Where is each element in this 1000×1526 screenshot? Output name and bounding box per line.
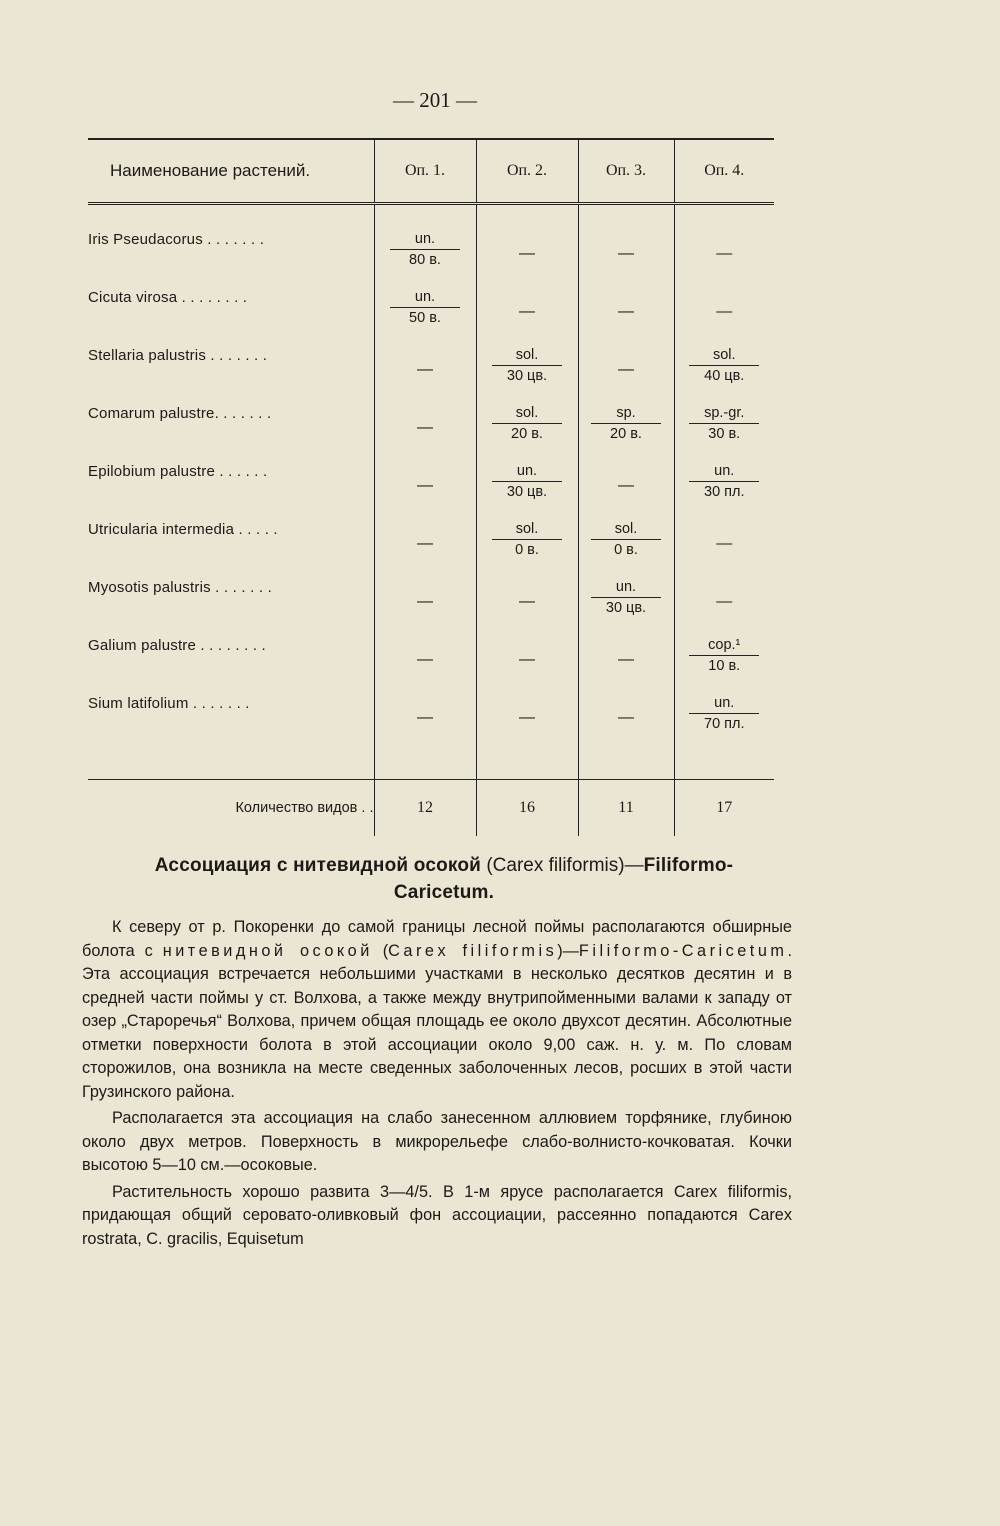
op-cell [578,405,674,463]
op-cell [476,231,578,289]
height-value: 30 цв. [605,600,647,616]
table-header-row [88,139,774,204]
header-op-4: Оп. 4. [674,139,774,204]
empty-dash: — [716,535,733,552]
op-cell [674,405,774,463]
plant-name: Iris Pseudacorus . . . . . . . [88,231,265,248]
op-cell [578,637,674,695]
abundance-value: un. [390,289,460,308]
height-value: 30 в. [708,426,741,442]
paragraph-1: К северу от р. Покоренки до самой границы лесной поймы располагаются обширные болота с нитевидной осокой (Carex filiformis)—Filiformo-Caricetum. Эта ассоциация встречается небольшими участками в несколько десятков десятин и в средней части поймы у ст. Волхова, а также между внутрипойменными валами к западу от озер „Староречья“ Волхова, причем общая площадь ее около двухсот десятин. Абсолютные отметки поверхности болота в этой ассоциации около 9,00 саж. н. у. м. По словам сторожилов, она возникла на месте сведенных заболоченных лесов, росших в этой части Грузинского района. [82,918,792,1101]
op-cell [578,289,674,347]
op-cell [674,463,774,521]
heading-latin: (Carex filiformis)— [481,855,644,876]
table-row [88,289,774,347]
op-cell [578,579,674,637]
empty-dash: — [417,419,433,436]
abundance-value: un. [390,231,460,250]
spaced-text: нитевидной осокой [162,941,373,960]
empty-dash: — [417,651,433,668]
species-count: 11 [578,780,674,837]
abundance-value: un. [689,695,759,714]
heading-assoc-name: Filiformo- [643,855,734,876]
table-row [88,579,774,637]
table-row [88,637,774,695]
op-cell [578,695,674,753]
height-value: 40 цв. [704,368,745,384]
op-cell [674,695,774,753]
empty-dash: — [519,593,535,610]
op-cell [476,289,578,347]
empty-dash: — [618,477,634,494]
abundance-value: sp. [591,405,661,424]
total-row [88,780,774,837]
table-row [88,347,774,405]
paragraph-2: Располагается эта ассоциация на слабо занесенном аллювием торфянике, глубиною около двух метров. Поверхность в микрорельефе слабо-волнисто-кочковатая. Кочки высотою 5—10 см.—осоковые. [82,1109,792,1174]
empty-dash: — [618,361,634,378]
op-cell [476,521,578,579]
table-row [88,521,774,579]
abundance-value: cop.¹ [689,637,759,656]
plant-name: Cicuta virosa . . . . . . . . [88,289,248,306]
plant-name: Epilobium palustre . . . . . . [88,463,268,480]
abundance-value: un. [492,463,562,482]
species-count: 16 [476,780,578,837]
op-cell [578,231,674,289]
abundance-value: sol. [591,521,661,540]
abundance-value: sol. [492,347,562,366]
empty-dash: — [618,245,634,262]
plant-name: Comarum palustre. . . . . . . [88,405,272,422]
height-value: 0 в. [614,542,638,558]
abundance-value: sp.-gr. [689,405,759,424]
empty-dash: — [716,303,733,320]
op-cell [476,637,578,695]
empty-dash: — [618,709,634,726]
species-count: 17 [674,780,774,837]
page-number: — 201 — [393,88,477,112]
height-value: 10 в. [708,658,741,674]
section-heading [88,852,800,906]
abundance-value: sol. [492,521,562,540]
table-row [88,695,774,753]
height-value: 80 в. [409,252,441,268]
empty-dash: — [417,535,433,552]
empty-dash: — [618,303,634,320]
height-value: 30 цв. [506,368,548,384]
plant-name: Stellaria palustris . . . . . . . [88,347,268,364]
height-value: 0 в. [515,542,539,558]
empty-dash: — [417,593,433,610]
op-cell [374,347,476,405]
empty-dash: — [519,651,535,668]
body-text [82,916,792,1254]
op-cell [578,521,674,579]
op-cell [674,579,774,637]
abundance-value: sol. [689,347,759,366]
empty-dash: — [519,303,535,320]
op-cell [374,405,476,463]
total-label: Количество видов . . [235,800,374,816]
op-cell [374,231,476,289]
op-cell [674,231,774,289]
species-count: 12 [374,780,476,837]
op-cell [476,405,578,463]
heading-bold-title: Ассоциация с нитевидной осокой [154,855,482,876]
empty-dash: — [618,651,634,668]
op-cell [374,695,476,753]
height-value: 70 пл. [704,716,745,732]
empty-dash: — [716,245,733,262]
op-cell [476,463,578,521]
heading-assoc-name-end: Caricetum. [393,882,495,903]
op-cell [476,579,578,637]
plant-name: Utricularia intermedia . . . . . [88,521,278,538]
spaced-text: Filiformo-Caricetum [578,941,788,960]
plant-name: Sium latifolium . . . . . . . [88,695,250,712]
op-cell [674,347,774,405]
height-value: 20 в. [511,426,543,442]
paragraph-3: Растительность хорошо развита 3—4/5. В 1-м ярусе располагается Carex filiformis, придающая общий серовато-оливковый фон ассоциации, рассеянно попадаются Carex rostrata, C. gracilis, Equisetum [82,1182,792,1248]
op-cell [374,463,476,521]
abundance-value: un. [689,463,759,482]
empty-dash: — [417,361,433,378]
op-cell [674,521,774,579]
height-value: 50 в. [409,310,441,326]
op-cell [578,463,674,521]
header-plant-name: Наименование растений. [88,139,374,204]
spaced-text: Carex filiformis [388,941,558,960]
table-body [88,204,774,837]
op-cell [374,579,476,637]
op-cell [476,695,578,753]
species-table [88,138,774,836]
height-value: 20 в. [610,426,642,442]
op-cell [374,521,476,579]
abundance-value: un. [591,579,661,598]
op-cell [476,347,578,405]
table-row [88,463,774,521]
abundance-value: sol. [492,405,562,424]
table-row [88,231,774,289]
empty-dash: — [519,245,535,262]
empty-dash: — [716,593,733,610]
op-cell [374,637,476,695]
height-value: 30 пл. [704,484,745,500]
empty-dash: — [417,477,433,494]
op-cell [578,347,674,405]
op-cell [674,637,774,695]
header-op-2: Оп. 2. [476,139,578,204]
plant-name: Galium palustre . . . . . . . . [88,637,266,654]
empty-dash: — [519,709,535,726]
empty-dash: — [417,709,433,726]
table-row [88,405,774,463]
op-cell [374,289,476,347]
header-op-3: Оп. 3. [578,139,674,204]
height-value: 30 цв. [506,484,548,500]
plant-name: Myosotis palustris . . . . . . . [88,579,272,596]
header-op-1: Оп. 1. [374,139,476,204]
op-cell [674,289,774,347]
